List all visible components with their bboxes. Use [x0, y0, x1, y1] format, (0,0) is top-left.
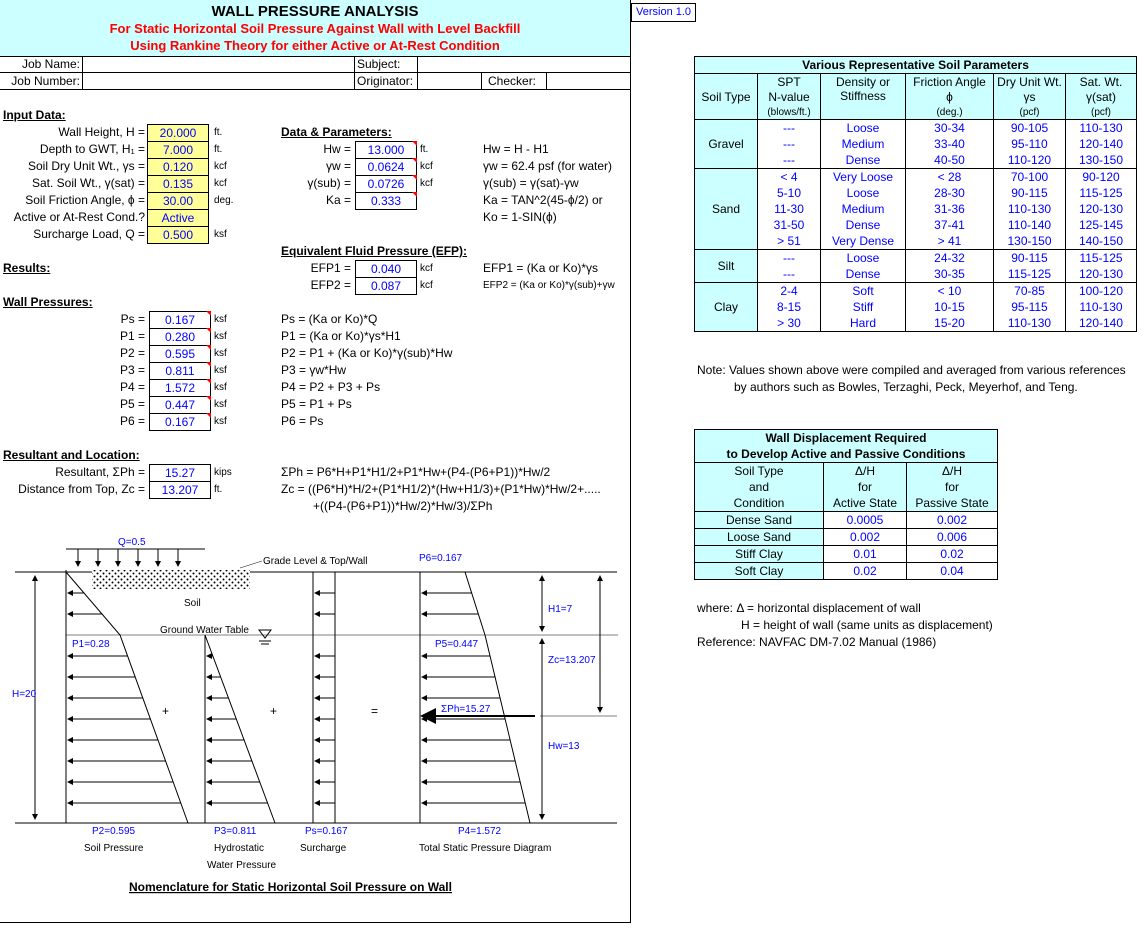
- param-unit: kcf: [420, 178, 433, 189]
- param-unit: ft.: [420, 144, 429, 155]
- disp-passive-cell: 0.002: [907, 512, 998, 529]
- disp-soil-cell: Stiff Clay: [695, 546, 824, 563]
- ko-formula: Ko = 1-SIN(ϕ): [483, 210, 557, 224]
- water-pressure-arrows: [207, 656, 268, 803]
- soil-table-cell: Dense: [821, 152, 906, 169]
- soil-table-cell: 31-36: [906, 201, 994, 217]
- subject-field[interactable]: [418, 57, 628, 72]
- job-name-label: Job Name:: [21, 57, 80, 71]
- soil-table-row: [695, 136, 1137, 152]
- subject-label: Subject:: [357, 57, 401, 71]
- soil-table-cell: Stiff: [821, 299, 906, 315]
- disp-soil-cell: Soft Clay: [695, 563, 824, 580]
- disp-table-row: [695, 546, 998, 563]
- soil-table-cell: 31-50: [758, 217, 821, 233]
- pressure-value: 0.167: [149, 311, 211, 329]
- soil-table-cell: 130-150: [994, 233, 1066, 250]
- soil-table-cell: 100-120: [1066, 283, 1137, 300]
- soil-table-cell: 2-4: [758, 283, 821, 300]
- soil-table-cell: 33-40: [906, 136, 994, 152]
- pressure-unit: ksf: [214, 399, 227, 410]
- sheet-title: WALL PRESSURE ANALYSIS: [211, 3, 419, 20]
- param-value: 0.0726: [355, 175, 417, 193]
- disp-table-row: [695, 529, 998, 546]
- soil-table-cell: 115-125: [1066, 250, 1137, 267]
- soil-table-cell: Very Dense: [821, 233, 906, 250]
- h-label: H=20: [12, 689, 37, 700]
- soil-table-row: [695, 217, 1137, 233]
- param-label: Ka =: [325, 193, 351, 207]
- surcharge-pressure-arrows: [315, 593, 335, 803]
- soil-table-cell: 110-130: [1066, 120, 1137, 137]
- plus-sign-2: +: [270, 704, 278, 718]
- water-pressure-curve: [205, 635, 278, 823]
- soil-table-cell: Hard: [821, 315, 906, 332]
- pressure-diagram: [0, 530, 630, 900]
- checker-field[interactable]: [547, 74, 627, 89]
- pressure-value: 0.811: [149, 362, 211, 380]
- soil-table-cell: > 51: [758, 233, 821, 250]
- soil-table-cell: 90-120: [1066, 169, 1137, 186]
- soil-table-cell: < 10: [906, 283, 994, 300]
- col-spt-1: SPT: [758, 74, 821, 90]
- pressure-value: 0.280: [149, 328, 211, 346]
- soil-table-cell: 10-15: [906, 299, 994, 315]
- originator-field[interactable]: [418, 74, 478, 89]
- ps-label: Ps=0.167: [305, 826, 348, 837]
- soil-table-cell: < 4: [758, 169, 821, 186]
- input-label: Depth to GWT, H₁ =: [39, 142, 145, 156]
- disp-active-cell: 0.02: [824, 563, 907, 580]
- caption-surcharge: Surcharge: [300, 843, 347, 854]
- job-name-field[interactable]: [84, 57, 352, 72]
- soil-table-cell: 30-35: [906, 266, 994, 283]
- input-label: Sat. Soil Wt., γ(sat) =: [31, 176, 145, 190]
- soil-table-cell: 37-41: [906, 217, 994, 233]
- disp-col-soil-1: Soil Type: [695, 463, 824, 480]
- soil-table-cell: 90-115: [994, 185, 1066, 201]
- efp-formula: EFP2 = (Ka or Ko)*γ(sub)+γw: [483, 280, 615, 291]
- disp-table-row: [695, 563, 998, 580]
- p6-label: P6=0.167: [419, 553, 463, 564]
- pressure-value: 0.595: [149, 345, 211, 363]
- soil-table-cell: 40-50: [906, 152, 994, 169]
- soil-note-2: by authors such as Bowles, Terzaghi, Peck, Meyerhof, and Teng.: [734, 380, 1078, 394]
- disp-col-active-1: Δ/H: [824, 463, 907, 480]
- input-label: Active or At-Rest Cond.?: [13, 210, 145, 224]
- disp-soil-cell: Loose Sand: [695, 529, 824, 546]
- soil-table-row: [695, 283, 1137, 300]
- disp-col-active-3: Active State: [824, 495, 907, 512]
- soil-table-title: Various Representative Soil Parameters: [695, 57, 1137, 74]
- resultant-formula: Zc = ((P6*H)*H/2+(P1*H1/2)*(Hw+H1/3)+(P1*Hw)*Hw/2+.....: [281, 482, 601, 496]
- soil-table-cell: 15-20: [906, 315, 994, 332]
- version-badge: Version 1.0: [631, 3, 696, 22]
- params-section-title: Data & Parameters:: [281, 125, 392, 139]
- soil-table-cell: Very Loose: [821, 169, 906, 186]
- plus-sign-1: +: [162, 704, 170, 718]
- disp-col-passive-3: Passive State: [907, 495, 998, 512]
- input-section-title: Input Data:: [3, 108, 66, 122]
- col-dry-1: Dry Unit Wt.: [994, 74, 1066, 90]
- disp-col-soil-3: Condition: [695, 495, 824, 512]
- input-label: Soil Friction Angle, ϕ =: [25, 193, 145, 207]
- soil-table-cell: < 28: [906, 169, 994, 186]
- col-density-1: Density or: [821, 74, 906, 90]
- soil-table-cell: 120-140: [1066, 315, 1137, 332]
- param-value: 13.000: [355, 141, 417, 159]
- soil-table-cell: 110-120: [994, 152, 1066, 169]
- displacement-table: [694, 429, 998, 580]
- soil-table-row: [695, 315, 1137, 332]
- soil-table-row: [695, 152, 1137, 169]
- soil-table-cell: 5-10: [758, 185, 821, 201]
- pressure-formula: P6 = Ps: [281, 414, 324, 428]
- soil-table-cell: 28-30: [906, 185, 994, 201]
- input-label: Soil Dry Unit Wt., γs =: [27, 159, 145, 173]
- efp-label: EFP1 =: [310, 261, 351, 275]
- caption-total: Total Static Pressure Diagram: [419, 843, 552, 854]
- pressure-label: P4 =: [119, 380, 145, 394]
- input-unit: deg.: [214, 195, 234, 206]
- soil-table-row: [695, 299, 1137, 315]
- pressure-formula: P1 = (Ka or Ko)*γs*H1: [281, 329, 401, 343]
- pressure-label: P6 =: [119, 414, 145, 428]
- soil-table-cell: 115-125: [1066, 185, 1137, 201]
- disp-active-cell: 0.0005: [824, 512, 907, 529]
- soil-note-1: Note: Values shown above were compiled and averaged from various references: [697, 363, 1126, 377]
- soil-table-cell: Medium: [821, 201, 906, 217]
- efp-label: EFP2 =: [310, 278, 351, 292]
- gwt-label: Ground Water Table: [160, 625, 249, 636]
- soil-table-cell: Loose: [821, 185, 906, 201]
- col-friction-2: ϕ: [906, 89, 994, 105]
- param-formula: γw = 62.4 psf (for water): [483, 159, 613, 173]
- resultant-unit: kips: [214, 467, 232, 478]
- resultant-value: 15.27: [149, 464, 211, 482]
- disp-passive-cell: 0.04: [907, 563, 998, 580]
- soil-table-cell: > 41: [906, 233, 994, 250]
- input-value-field[interactable]: 0.500: [147, 226, 209, 244]
- p2-label: P2=0.595: [92, 826, 136, 837]
- caption-soil: Soil Pressure: [84, 843, 144, 854]
- input-value-field[interactable]: 20.000: [147, 124, 209, 142]
- soil-table-row: [695, 233, 1137, 250]
- pressure-formula: P4 = P2 + P3 + Ps: [281, 380, 381, 394]
- input-unit: ksf: [214, 229, 227, 240]
- checker-label: Checker:: [488, 74, 537, 88]
- disp-col-passive-2: for: [907, 479, 998, 495]
- efp-formula: EFP1 = (Ka or Ko)*γs: [483, 261, 599, 275]
- soil-table-cell: Dense: [821, 266, 906, 283]
- pressure-value: 0.447: [149, 396, 211, 414]
- reference-line: Reference: NAVFAC DM-7.02 Manual (1986): [697, 635, 937, 649]
- input-label: Surcharge Load, Q =: [33, 227, 145, 241]
- sph-label: ΣPh=15.27: [441, 704, 491, 715]
- soil-table-cell: 120-130: [1066, 201, 1137, 217]
- pressure-unit: ksf: [214, 314, 227, 325]
- zc-formula-cont: +((P4-(P6+P1))*Hw/2)*Hw/3)/ΣPh: [313, 499, 493, 513]
- param-formula: Hw = H - H1: [483, 142, 549, 156]
- soil-table-cell: > 30: [758, 315, 821, 332]
- pressure-label: P3 =: [119, 363, 145, 377]
- soil-table-cell: 70-100: [994, 169, 1066, 186]
- soil-table-cell: 30-34: [906, 120, 994, 137]
- pressure-label: Ps =: [120, 312, 145, 326]
- pressure-label: P1 =: [119, 329, 145, 343]
- soil-table-row: [695, 250, 1137, 267]
- soil-table-cell: 115-125: [994, 266, 1066, 283]
- grade-label: Grade Level & Top/Wall: [263, 556, 368, 567]
- col-spt-2: N-value: [758, 89, 821, 105]
- disp-col-soil-2: and: [695, 479, 824, 495]
- param-label: γ(sub) =: [307, 176, 351, 190]
- where-line-1: where: Δ = horizontal displacement of wall: [697, 601, 921, 615]
- p3-label: P3=0.811: [214, 826, 257, 837]
- soil-table-cell: 24-32: [906, 250, 994, 267]
- soil-table-cell: ---: [758, 250, 821, 267]
- input-unit: kcf: [214, 178, 227, 189]
- pressure-unit: ksf: [214, 382, 227, 393]
- caption-hydro-2: Water Pressure: [207, 860, 277, 871]
- sheet-subtitle-2: Using Rankine Theory for either Active or At-Rest Condition: [130, 38, 500, 53]
- efp-section-title: Equivalent Fluid Pressure (EFP):: [281, 244, 468, 258]
- param-formula: Ka = TAN^2(45-ϕ/2) or: [483, 193, 603, 207]
- soil-table-cell: Dense: [821, 217, 906, 233]
- soil-type-cell: Clay: [695, 283, 758, 332]
- caption-hydro-1: Hydrostatic: [214, 843, 265, 854]
- soil-table-cell: 90-105: [994, 120, 1066, 137]
- soil-table-row: [695, 266, 1137, 283]
- soil-table-cell: 110-130: [994, 315, 1066, 332]
- pressure-formula: Ps = (Ka or Ko)*Q: [281, 312, 378, 326]
- soil-table-cell: 120-130: [1066, 266, 1137, 283]
- soil-table-cell: 130-150: [1066, 152, 1137, 169]
- pressure-formula: P2 = P1 + (Ka or Ko)*γ(sub)*Hw: [281, 346, 453, 360]
- p4-label: P4=1.572: [458, 826, 502, 837]
- resultant-section-title: Resultant and Location:: [3, 448, 140, 462]
- col-friction-3: (deg.): [906, 105, 994, 120]
- disp-table-body: [695, 512, 998, 580]
- input-value-field[interactable]: 0.135: [147, 175, 209, 193]
- disp-title-1: Wall Displacement Required: [695, 430, 998, 447]
- disp-active-cell: 0.002: [824, 529, 907, 546]
- col-dry-3: (pcf): [994, 105, 1066, 120]
- soil-type-cell: Gravel: [695, 120, 758, 169]
- resultant-formula: ΣPh = P6*H+P1*H1/2+P1*Hw+(P4-(P6+P1))*Hw/2: [281, 465, 551, 479]
- zc-label: Zc=13.207: [548, 655, 596, 666]
- soil-table-cell: Medium: [821, 136, 906, 152]
- total-pressure-arrows: [422, 593, 525, 803]
- resultant-unit: ft.: [214, 484, 223, 495]
- param-value: 0.333: [355, 192, 417, 210]
- soil-table-cell: ---: [758, 120, 821, 137]
- disp-passive-cell: 0.006: [907, 529, 998, 546]
- pressure-unit: ksf: [214, 348, 227, 359]
- p5-label: P5=0.447: [435, 639, 479, 650]
- pressure-value: 0.167: [149, 413, 211, 431]
- q-label: Q=0.5: [118, 537, 146, 548]
- pressure-formula: P3 = γw*Hw: [281, 363, 347, 377]
- soil-table-cell: 70-85: [994, 283, 1066, 300]
- originator-label: Originator:: [357, 74, 414, 88]
- pressure-unit: ksf: [214, 331, 227, 342]
- soil-table-cell: Soft: [821, 283, 906, 300]
- col-spt-3: (blows/ft.): [758, 105, 821, 120]
- pressure-unit: ksf: [214, 365, 227, 376]
- soil-table-cell: 95-115: [994, 299, 1066, 315]
- soil-table-cell: ---: [758, 266, 821, 283]
- soil-table-cell: 8-15: [758, 299, 821, 315]
- equals-sign: =: [371, 704, 379, 718]
- wall-pressures-title: Wall Pressures:: [3, 295, 93, 309]
- sheet-header: [0, 0, 630, 57]
- soil-table-cell: Loose: [821, 250, 906, 267]
- col-sat-1: Sat. Wt.: [1066, 74, 1137, 90]
- soil-type-cell: Sand: [695, 169, 758, 250]
- diagram-caption: Nomenclature for Static Horizontal Soil Pressure on Wall: [129, 880, 452, 894]
- col-sat-3: (pcf): [1066, 105, 1137, 120]
- param-unit: kcf: [420, 161, 433, 172]
- disp-passive-cell: 0.02: [907, 546, 998, 563]
- h1-label: H1=7: [548, 604, 573, 615]
- resultant-label: Distance from Top, Zc =: [18, 482, 145, 496]
- soil-table-body: [695, 120, 1137, 332]
- pressure-value: 1.572: [149, 379, 211, 397]
- soil-table-row: [695, 169, 1137, 186]
- soil-table-cell: 140-150: [1066, 233, 1137, 250]
- input-value-field[interactable]: 7.000: [147, 141, 209, 159]
- col-soil-type: Soil Type: [695, 74, 758, 120]
- col-dry-2: γs: [994, 89, 1066, 105]
- efp-value: 0.087: [355, 277, 417, 295]
- pressure-unit: ksf: [214, 416, 227, 427]
- soil-table-row: [695, 120, 1137, 137]
- disp-col-passive-1: Δ/H: [907, 463, 998, 480]
- p1-label: P1=0.28: [72, 639, 110, 650]
- disp-title-2: to Develop Active and Passive Conditions: [695, 446, 998, 463]
- soil-table-cell: Loose: [821, 120, 906, 137]
- results-section-title: Results:: [3, 261, 51, 275]
- col-density-2: Stiffness: [821, 89, 906, 120]
- input-value-field[interactable]: Active: [147, 209, 209, 227]
- soil-table-cell: 120-140: [1066, 136, 1137, 152]
- param-value: 0.0624: [355, 158, 417, 176]
- pressure-formula: P5 = P1 + Ps: [281, 397, 352, 411]
- disp-table-row: [695, 512, 998, 529]
- resultant-label: Resultant, ΣPh =: [55, 465, 145, 479]
- where-line-2: H = height of wall (same units as displacement): [741, 618, 993, 632]
- soil-label: Soil: [184, 598, 201, 609]
- input-unit: ft.: [214, 144, 223, 155]
- soil-table-row: [695, 185, 1137, 201]
- disp-col-active-2: for: [824, 479, 907, 495]
- soil-type-cell: Silt: [695, 250, 758, 283]
- soil-table-cell: 11-30: [758, 201, 821, 217]
- job-number-field[interactable]: [84, 74, 352, 89]
- pressure-label: P2 =: [119, 346, 145, 360]
- param-label: Hw =: [323, 142, 351, 156]
- surcharge-arrows: [78, 549, 178, 566]
- efp-value: 0.040: [355, 260, 417, 278]
- soil-table-cell: 125-145: [1066, 217, 1137, 233]
- pressure-label: P5 =: [119, 397, 145, 411]
- param-formula: γ(sub) = γ(sat)-γw: [483, 176, 579, 190]
- sheet-subtitle-1: For Static Horizontal Soil Pressure Against Wall with Level Backfill: [109, 21, 521, 36]
- input-value-field[interactable]: 0.120: [147, 158, 209, 176]
- disp-active-cell: 0.01: [824, 546, 907, 563]
- soil-table-cell: 95-110: [994, 136, 1066, 152]
- input-value-field[interactable]: 30.00: [147, 192, 209, 210]
- param-label: γw =: [325, 159, 351, 173]
- soil-table-cell: 110-130: [1066, 299, 1137, 315]
- input-unit: kcf: [214, 161, 227, 172]
- soil-hatch: [92, 570, 250, 589]
- resultant-value: 13.207: [149, 481, 211, 499]
- input-label: Wall Height, H =: [58, 125, 145, 139]
- job-number-label: Job Number:: [11, 74, 80, 88]
- hw-label: Hw=13: [548, 741, 580, 752]
- soil-parameters-table: [694, 56, 1137, 332]
- disp-soil-cell: Dense Sand: [695, 512, 824, 529]
- soil-table-cell: 110-130: [994, 201, 1066, 217]
- col-sat-2: γ(sat): [1066, 89, 1137, 105]
- efp-unit: kcf: [420, 263, 433, 274]
- efp-unit: kcf: [420, 280, 433, 291]
- col-friction-1: Friction Angle: [906, 74, 994, 90]
- soil-table-cell: ---: [758, 136, 821, 152]
- input-unit: ft.: [214, 127, 223, 138]
- soil-table-cell: 110-140: [994, 217, 1066, 233]
- soil-table-cell: ---: [758, 152, 821, 169]
- soil-table-row: [695, 201, 1137, 217]
- soil-table-cell: 90-115: [994, 250, 1066, 267]
